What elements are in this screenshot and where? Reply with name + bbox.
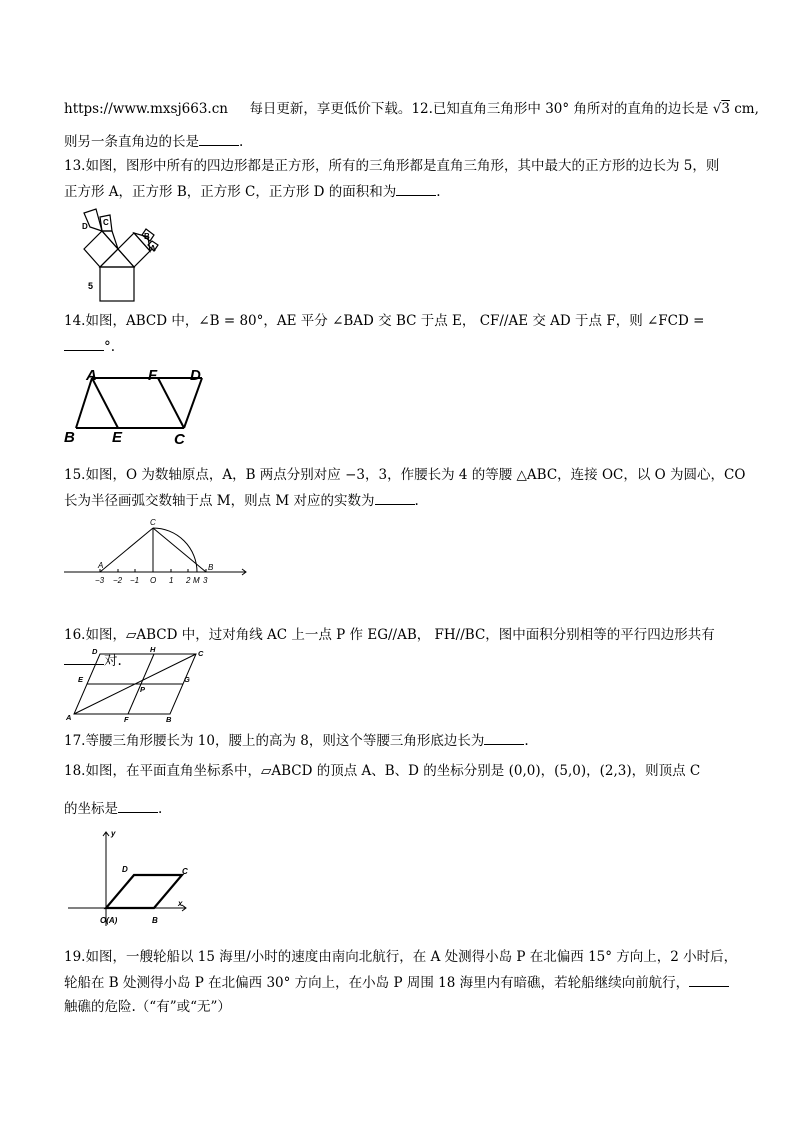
label-x: x [178,899,183,908]
seg-ab [76,378,92,428]
q15-figure [64,516,254,586]
seg-cd [184,378,202,428]
label-a: A [98,561,104,570]
label-f: F [148,367,158,384]
q12-text2: 则另一条直角边的长是 [64,134,199,150]
arc-cm [153,528,197,572]
label-g: G [184,675,190,684]
label-c: C [103,218,109,227]
label-f: F [124,715,129,724]
parallelogram-abcd [106,875,182,908]
q14-figure [62,366,222,446]
q15-line2: 长为半径画弧交数轴于点 M，则点 M 对应的实数为 . [64,493,419,509]
tick-neg2: −2 [113,576,123,585]
q19-line2 [64,974,729,992]
source-url: https://www.mxsj663.cn [64,101,228,117]
label-a: A [150,244,156,253]
q13-line1 [64,157,719,175]
q19-text2: 轮船在 B 处测得小岛 P 在北偏西 30° 方向上，在小岛 P 周围 18 海里内有暗礁，若轮船继续向前航行， [64,975,690,991]
q19-text3: 触礁的危险.（“有”或“无”） [64,999,231,1015]
q18-line2: 的坐标是 . [64,801,163,817]
sqrt-radicand: 3 [721,101,730,117]
tick-neg1: −1 [130,576,140,585]
triangle-main [100,249,134,267]
label-o: O(A) [100,916,118,925]
q16-suffix: 对. [104,653,122,669]
answer-blank[interactable] [375,492,415,505]
label-p: P [140,685,146,694]
label-y: y [111,829,116,838]
tick-o: O [150,576,157,585]
answer-blank[interactable] [689,974,729,987]
q17-line1: 17.等腰三角形腰长为 10，腰上的高为 8，则这个等腰三角形底边长为 . [64,733,529,749]
answer-blank[interactable] [396,183,436,196]
q14-line1 [64,312,704,330]
q18-line1 [64,762,700,780]
answer-blank[interactable] [199,133,239,146]
q19-line1 [64,948,737,966]
label-d: D [92,647,98,656]
q14-degree: ° [104,339,111,355]
q19-text: 19.如图，一艘轮船以 15 海里/小时的速度由南向北航行，在 A 处测得小岛 P 在北偏西 15° 方向上，2 小时后， [64,949,738,965]
label-h: H [150,645,156,654]
label-a: A [66,713,72,722]
sqrt-symbol: √3 [712,101,730,117]
tick-3: 3 [203,576,208,585]
q13-line2: 正方形 A，正方形 B，正方形 C，正方形 D 的面积和为 . [64,184,441,200]
tick-m: M [193,576,200,585]
label-5: 5 [88,281,94,291]
tick-2: 2 [186,576,191,585]
q12-text: 12.已知直角三角形中 30° 角所对的直角的边长是 [411,101,709,117]
label-e: E [112,429,123,446]
seg-fc [158,378,184,428]
label-c: C [198,649,204,658]
label-b: B [166,715,172,724]
q18-figure [68,828,198,928]
q15-text2: 长为半径画弧交数轴于点 M，则点 M 对应的实数为 [64,493,375,509]
label-c: C [182,867,188,876]
answer-blank[interactable] [64,338,104,351]
label-b: B [144,232,150,241]
q13-text2: 正方形 A，正方形 B，正方形 C，正方形 D 的面积和为 [64,184,397,200]
tick-1: 1 [169,576,174,585]
label-b: B [208,563,214,572]
label-d: D [82,222,88,231]
label-a: A [86,367,97,384]
seg-cb [153,528,206,572]
q14-text: 14.如图，ABCD 中，∠B = 80°，AE 平分 ∠BAD 交 BC 于点 E， CF//AE 交 AD 于点 F，则 ∠FCD = [64,313,705,329]
q12-unit: cm, [734,101,759,117]
label-b: B [64,429,75,446]
answer-blank[interactable] [118,800,158,813]
q16-text: 16.如图，▱ABCD 中，过对角线 AC 上一点 P 作 EG//AB， FH//BC，图中面积分别相等的平行四边形共有 [64,627,715,643]
q18-text2: 的坐标是 [64,801,118,817]
q17-text: 17.等腰三角形腰长为 10，腰上的高为 8，则这个等腰三角形底边长为 [64,733,485,749]
source-note: 每日更新，享更低价下载。 [249,101,412,117]
q19-line3 [64,998,231,1016]
q13-figure [62,205,172,305]
label-b: B [152,916,158,925]
q18-text: 18.如图，在平面直角坐标系中，▱ABCD 的顶点 A、B、D 的坐标分别是 (0,0)，(5,0)，(2,3)，则顶点 C [64,763,701,779]
q15-text: 15.如图，O 为数轴原点，A，B 两点分别对应 −3，3，作腰长为 4 的等腰 △ABC，连接 OC，以 O 为圆心，CO [64,467,746,483]
label-d: D [122,865,128,874]
tick-neg3: −3 [95,576,105,585]
square-left [84,231,118,267]
label-e: E [78,675,84,684]
label-d: D [190,367,201,384]
answer-blank[interactable] [484,732,524,745]
q15-line1 [64,466,745,484]
q12-line1 [64,100,759,118]
q14-line2: °. [64,338,115,356]
q13-text: 13.如图，图形中所有的四边形都是正方形，所有的三角形都是直角三角形，其中最大的正方形的边长为 5，则 [64,158,720,174]
seg-ac [100,528,153,572]
label-c: C [150,518,156,527]
seg-ae [92,378,118,428]
triangle-left [102,231,118,249]
q16-figure [62,644,212,724]
square-5 [100,267,134,301]
q12-line2: 则另一条直角边的长是 . [64,134,244,150]
label-c: C [174,431,185,448]
q16-line1 [64,626,715,644]
